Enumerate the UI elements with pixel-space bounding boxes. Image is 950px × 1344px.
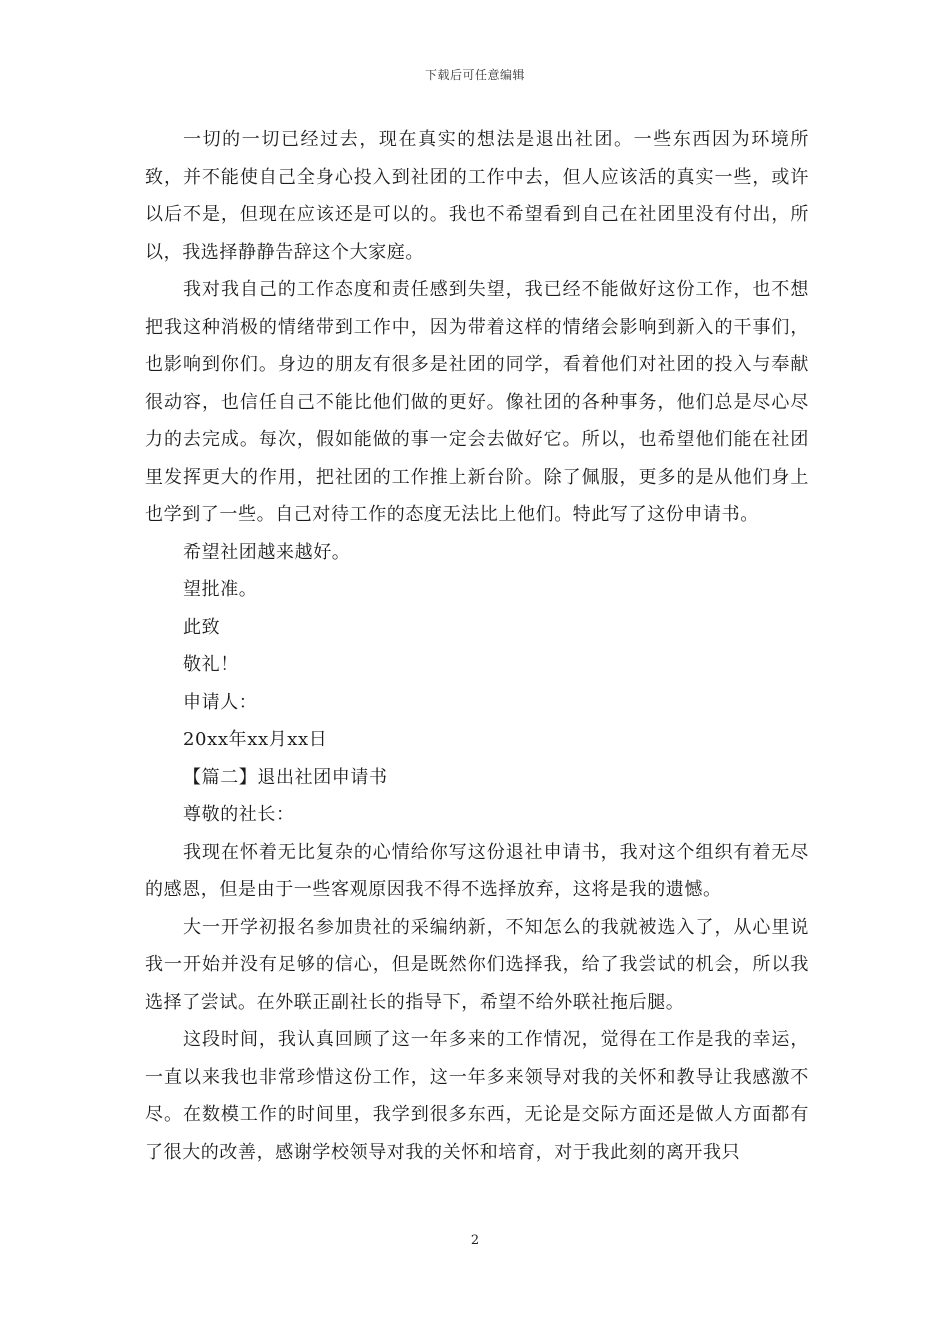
page-header: 下载后可任意编辑 <box>424 68 525 82</box>
paragraph: 一切的一切已经过去，现在真实的想法是退出社团。一些东西因为环境所致，并不能使自己全身心投入到社团的工作中去，但人应该活的真实一些，或许以后不是，但现在应该还是可以的。我也不希望看到自己在社团里没有付出，所以，我选择静静告辞这个大家庭。 <box>145 129 809 263</box>
document-body <box>145 121 809 1171</box>
paragraph: 大一开学初报名参加贵社的采编纳新，不知怎么的我就被选入了，从心里说我一开始并没有足够的信心，但是既然你们选择我，给了我尝试的机会，所以我选择了尝试。在外联正副社长的指导下，希望不给外联社拖后腿。 <box>145 916 809 1013</box>
applicant-label: 申请人： <box>183 691 258 713</box>
paragraph: 我对我自己的工作态度和责任感到失望，我已经不能做好这份工作，也不想把我这种消极的情绪带到工作中，因为带着这样的情绪会影响到新入的干事们，也影响到你们。身边的朋友有很多是社团的同学，看着他们对社团的投入与奉献很动容，也信任自己不能比他们做的更好。像社团的各种事务，他们总是尽心尽力的去完成。每次，假如能做的事一定会去做好它。所以，也希望他们能在社团里发挥更大的作用，把社团的工作推上新台阶。除了佩服，更多的是从他们身上也学到了一些。自己对待工作的态度无法比上他们。特此写了这份申请书。 <box>145 279 809 525</box>
section-title: 【篇二】退出社团申请书 <box>183 766 388 788</box>
paragraph: 这段时间，我认真回顾了这一年多来的工作情况，觉得在工作是我的幸运，一直以来我也非常珍惜这份工作，这一年多来领导对我的关怀和教导让我感激不尽。在数模工作的时间里，我学到很多东西，无论是交际方面还是做人方面都有了很大的改善，感谢学校领导对我的关怀和培育，对于我此刻的离开我只 <box>145 1029 809 1163</box>
closing-wish: 希望社团越来越好。 <box>183 541 351 563</box>
application-date: 20xx年xx月xx日 <box>183 729 328 750</box>
letter-greeting: 尊敬的社长： <box>183 804 295 825</box>
closing-respect: 敬礼！ <box>183 654 239 675</box>
closing-request: 望批准。 <box>183 579 258 600</box>
paragraph: 我现在怀着无比复杂的心情给你写这份退社申请书，我对这个组织有着无尽的感恩，但是由于一些客观原因我不得不选择放弃，这将是我的遗憾。 <box>145 841 809 900</box>
page-number: 2 <box>470 1233 480 1248</box>
closing-salutation: 此致 <box>183 616 221 638</box>
